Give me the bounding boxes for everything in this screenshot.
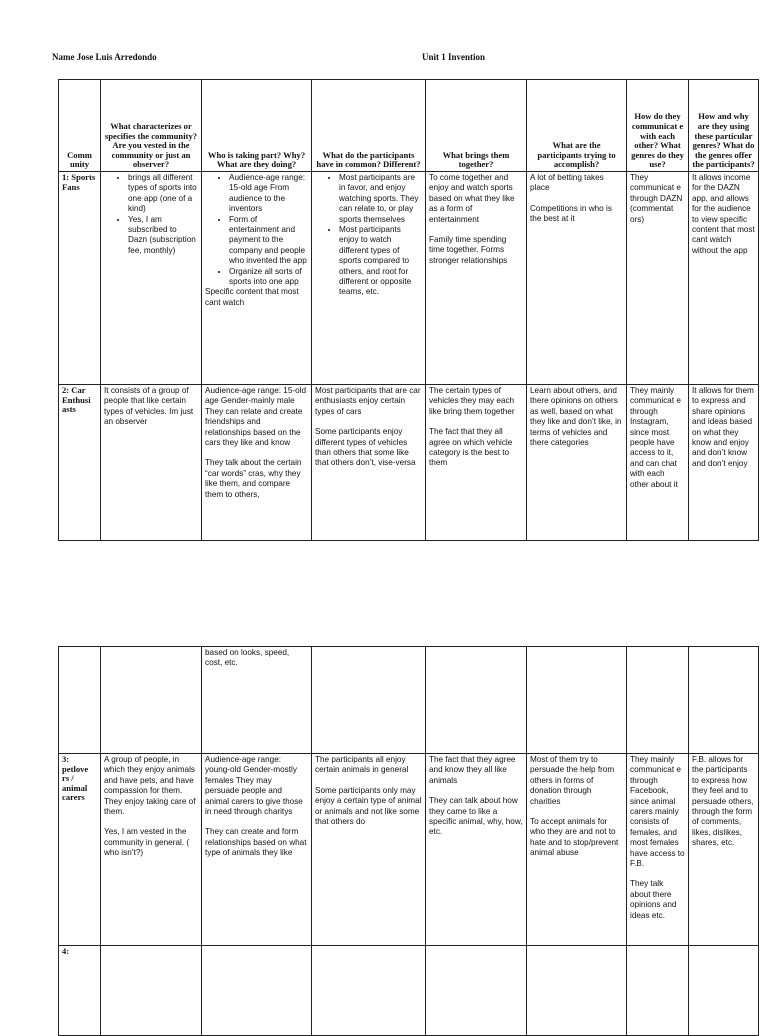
list-item: • Form of entertainment and payment to the company and people who invented the app: [229, 215, 308, 267]
cell-common: [312, 754, 426, 946]
cell-who: [202, 172, 312, 385]
col-header-common: What do the participants have in common? Different?: [312, 80, 426, 172]
col-header-who: Who is taking part? Why? What are they doing?: [202, 80, 312, 172]
cell-who: [202, 754, 312, 946]
cell-accomplish: [527, 754, 627, 946]
col-header-brings: What brings them together?: [426, 80, 527, 172]
cell-text: Audience-age range: 15-old age Gender-mainly male They can relate and create friendships and relationships based on the cars they like and know: [205, 386, 307, 448]
cell-text: They talk about the certain “car words” cras, why they like them, and compare them to others,: [205, 458, 302, 499]
cell-genres: [689, 754, 759, 946]
cell-text: The participants all enjoy certain animals in general: [315, 755, 409, 775]
cell-text: Specific content that most cant watch: [205, 287, 299, 307]
community-label: 2: Car Enthusi asts: [59, 385, 101, 541]
document-header: [52, 52, 732, 66]
cell-text: The fact that they agree and know they all like animals: [429, 755, 516, 785]
cell-brings: [426, 385, 527, 541]
student-name: Name Jose Luis Arredondo: [52, 52, 157, 62]
cell-characterizes: [101, 385, 202, 541]
table-row-pets: [59, 754, 759, 946]
unit-title: Unit 1 Invention: [422, 52, 486, 62]
cell-accomplish: [527, 385, 627, 541]
cell-who: [202, 385, 312, 541]
table-row-4: [59, 946, 759, 1036]
list-item: • brings all different types of sports into one app (one of a kind): [128, 173, 198, 215]
cell-text: Some participants enjoy different types of vehicles than others that some like that others don’t, vise-versa: [315, 427, 416, 468]
cell-communicate: [627, 754, 689, 946]
cell-communicate: [627, 385, 689, 541]
cell-text: Yes, I am vested in the community in general. ( who isn’t?): [104, 827, 190, 858]
cell-text: Learn about others, and there opinions on others as well, based on what they like and don’t like, in terms of vehicles and there categories: [530, 386, 622, 448]
cell-text: To accept animals for who they are and not to hate and to stop/prevent animal abuse: [530, 817, 619, 858]
cell-text: A lot of betting takes place: [530, 173, 604, 193]
cell-text: Family time spending time together. Forms stronger relationships: [429, 235, 508, 265]
cell-who: [202, 647, 312, 754]
list-item: • Audience-age range: 15-old age From audience to the inventors: [229, 173, 308, 215]
cell-text: It allows for them to express and share opinions and ideas based on what they know and enjoy and don’t know and don’t enjoy: [692, 386, 754, 468]
cell-text: They communicat e through DAZN (commentat ors): [630, 173, 683, 224]
col-header-communicate: How do they communicat e with each other? What genres do they use?: [627, 80, 689, 172]
community-label: 4:: [59, 946, 101, 1036]
cell-communicate: [627, 172, 689, 385]
community-label: 3: petlove rs / animal carers: [59, 754, 101, 946]
cell-text: It consists of a group of people that like certain types of vehicles. Im just an observer: [104, 386, 194, 427]
cell-common: [312, 385, 426, 541]
col-header-genres: How and why are they using these particular genres? What do the genres offer the participants?: [689, 80, 759, 172]
list-item: • Most participants are in favor, and enjoy watching sports. They can relate to, or play sports themselves: [339, 173, 422, 225]
cell-text: Most of them try to persuade the help from others in forms of donation through charities: [530, 755, 615, 806]
cell-text: They talk about there opinions and ideas etc.: [630, 879, 677, 920]
cell-text: Most participants that are car enthusiasts enjoy certain types of cars: [315, 386, 421, 416]
col-header-characterizes: What characterizes or specifies the community? Are you vested in the community or just an observer?: [101, 80, 202, 172]
cell-text: The fact that they all agree on which vehicle category is the best to them: [429, 427, 513, 468]
cell-accomplish: [527, 172, 627, 385]
cell-brings: [426, 754, 527, 946]
cell-text: The certain types of vehicles they may each like bring them together: [429, 386, 515, 416]
cell-text: To come together and enjoy and watch sports based on what they like as a form of entertainment: [429, 173, 515, 224]
community-label: 1: Sports Fans: [59, 172, 101, 385]
cell-common: [312, 172, 426, 385]
cell-genres: [689, 385, 759, 541]
cell-text: They mainly communicat e through Instagram, since most people have access to it, and can chat with each other about it: [630, 386, 681, 489]
list-item: • Organize all sorts of sports into one app: [229, 267, 308, 288]
table-header-row: [59, 80, 759, 172]
cell-text: Competitions in who is the best at it: [530, 203, 612, 224]
cell-characterizes: [101, 754, 202, 946]
table-row-cars-continued: [59, 647, 759, 754]
community-table-page2: [58, 646, 759, 1036]
list-item: • Yes, I am subscribed to Dazn (subscription fee, monthly): [128, 215, 198, 257]
table-row-sports: [59, 172, 759, 385]
cell-text: They mainly communicat e through Facebook, since animal carers mainly consists of females, and most females have access to F.B.: [630, 755, 685, 869]
list-item: • Most participants enjoy to watch different types of sports compared to others, and root for different or opposite teams, etc.: [339, 225, 422, 298]
cell-text: It allows income for the DAZN app, and allows for the audience to view specific content that most cant watch without the app: [692, 173, 755, 255]
community-table-page1: [58, 79, 759, 541]
cell-genres: [689, 172, 759, 385]
cell-characterizes: [101, 172, 202, 385]
cell-text: based on looks, speed, cost, etc.: [205, 648, 290, 668]
cell-brings: [426, 172, 527, 385]
table-row-cars: [59, 385, 759, 541]
cell-text: Some participants only may enjoy a certain type of animal or animals and not like some that others do: [315, 785, 422, 827]
col-header-accomplish: What are the participants trying to accomplish?: [527, 80, 627, 172]
cell-text: They can talk about how they came to like a specific animal, why, how, etc.: [429, 796, 523, 837]
cell-text: A group of people, in which they enjoy animals and have pets, and have compassion for them. They enjoy taking care of them.: [104, 755, 196, 817]
cell-text: They can create and form relationships based on what type of animals they like: [205, 827, 307, 858]
cell-text: Audience-age range: young-old Gender-mostly females They may persuade people and animal carers to give those in need through charitys: [205, 755, 303, 817]
cell-text: F.B. allows for the participants to express how they feel and to persuade others, through the form of comments, likes, dislikes, shares, etc.: [692, 755, 754, 848]
col-header-community: Comm unity: [59, 80, 101, 172]
